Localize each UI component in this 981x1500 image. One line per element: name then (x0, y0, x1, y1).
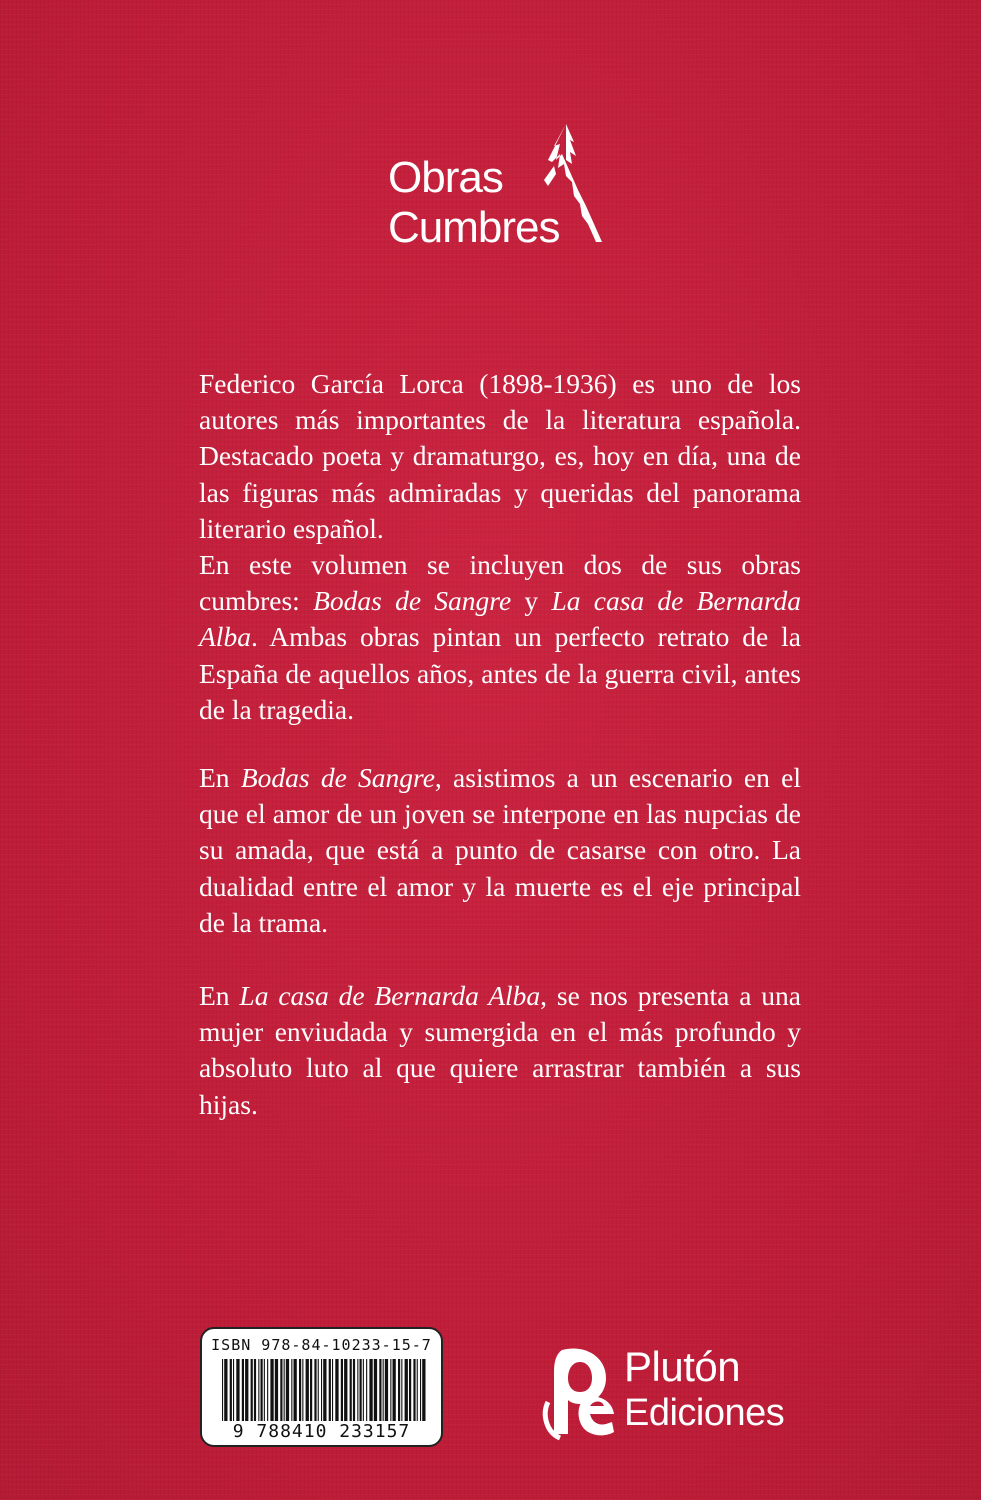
barcode-bar (294, 1359, 297, 1421)
barcode-bar (390, 1359, 391, 1421)
barcode-bar (353, 1359, 355, 1421)
casa-text-b: , se nos presenta a una mujer enviudada y sumergida en el más profundo y absoluto luto al que quiere arrastrar también a sus hijas. (199, 980, 801, 1120)
barcode-bar (398, 1359, 400, 1421)
barcode-bar (401, 1359, 402, 1421)
barcode-bar (286, 1359, 289, 1421)
barcode-bar (224, 1359, 227, 1421)
intro-paragraph (199, 366, 801, 728)
barcode-bar (270, 1359, 273, 1421)
publisher-name: Plutón (624, 1343, 741, 1390)
pe-monogram-icon (540, 1342, 618, 1442)
barcode-bar (417, 1359, 418, 1421)
barcode-bar (393, 1359, 396, 1421)
barcode-bar (360, 1359, 362, 1421)
volume-text (199, 547, 801, 728)
casa-title: La casa de Bernarda Alba (239, 980, 541, 1011)
barcode-bar (357, 1359, 358, 1421)
barcode-bar (245, 1359, 248, 1421)
title-casa: La casa de Bernarda Alba (199, 585, 801, 653)
barcode-bar (306, 1359, 309, 1421)
barcode-bar (264, 1359, 265, 1421)
barcode-bar (374, 1359, 377, 1421)
publisher-subtitle: Ediciones (624, 1392, 785, 1434)
bodas-text-a: En (199, 762, 241, 793)
barcode-bar (236, 1359, 239, 1421)
series-name-line2: Cumbres (388, 203, 560, 252)
volume-text-b: y (511, 585, 552, 617)
bodas-text-b: , asistimos a un escenario en el que el amor de un joven se interpone en las nupcias de su amada, que está a punto de casarse con otro. La dualidad entre el amor y la muerte es el eje principal de la trama. (199, 762, 801, 938)
barcode-bar (369, 1359, 372, 1421)
barcode-bar (230, 1359, 232, 1421)
intro-text: Federico García Lorca (1898-1936) es uno de los autores más importantes de la literatura española. Destacado poeta y dramaturgo, es, hoy en día, una de las figuras más admiradas y queridas del panorama literario español. (199, 368, 801, 544)
casa-text-a: En (199, 980, 240, 1011)
barcode-digits: 9 788410 233157 (232, 1421, 411, 1442)
barcode-bar (335, 1359, 338, 1421)
bodas-paragraph (199, 760, 801, 941)
barcode-bar (233, 1359, 234, 1421)
barcode-bar (314, 1359, 316, 1421)
mountain-peak-icon (526, 120, 606, 244)
barcode-bar (291, 1359, 292, 1421)
series-logo (388, 120, 608, 250)
barcode-bar (258, 1359, 259, 1421)
isbn-label: ISBN 978-84-10233-15-7 (211, 1336, 432, 1354)
barcode-bar (284, 1359, 285, 1421)
barcode-bar (409, 1359, 411, 1421)
barcode-bar (420, 1359, 421, 1421)
barcode-bar (299, 1359, 301, 1421)
barcode-bar (332, 1359, 333, 1421)
bodas-title: Bodas de Sangre (240, 762, 435, 793)
barcode-bar (254, 1359, 256, 1421)
volume-text-c: . Ambas obras pintan un perfecto retrato de la España de aquellos años, antes de la guerra civil, antes de la tragedia. (199, 621, 801, 725)
barcode-bar (379, 1359, 381, 1421)
barcode-bar (413, 1359, 415, 1421)
barcode-bar (261, 1359, 263, 1421)
isbn-barcode (200, 1327, 443, 1447)
bodas-text (199, 760, 801, 941)
barcode-bar (405, 1359, 408, 1421)
publisher-logo (540, 1338, 800, 1448)
casa-paragraph (199, 978, 801, 1123)
barcode-bar (302, 1359, 303, 1421)
barcode-bar (222, 1359, 223, 1421)
barcode-bar (344, 1359, 347, 1421)
barcode-bars (220, 1359, 426, 1421)
barcode-bar (275, 1359, 278, 1421)
barcode-bar (385, 1359, 388, 1421)
series-name-line1: Obras (388, 153, 503, 202)
barcode-bar (242, 1359, 244, 1421)
barcode-bar (422, 1359, 425, 1421)
barcode-bar (366, 1359, 367, 1421)
barcode-bar (251, 1359, 253, 1421)
barcode-bar (318, 1359, 319, 1421)
barcode-bar (267, 1359, 268, 1421)
volume-text-a: En este volumen se incluyen dos de sus obras cumbres: (199, 549, 801, 617)
barcode-bar (310, 1359, 312, 1421)
barcode-bar (323, 1359, 326, 1421)
barcode-bar (280, 1359, 282, 1421)
barcode-bar (383, 1359, 384, 1421)
barcode-bar (329, 1359, 331, 1421)
title-bodas: Bodas de Sangre (313, 585, 512, 617)
barcode-bar (321, 1359, 322, 1421)
barcode-bar (341, 1359, 343, 1421)
barcode-bar (350, 1359, 352, 1421)
barcode-bar (363, 1359, 364, 1421)
casa-text (199, 978, 801, 1123)
